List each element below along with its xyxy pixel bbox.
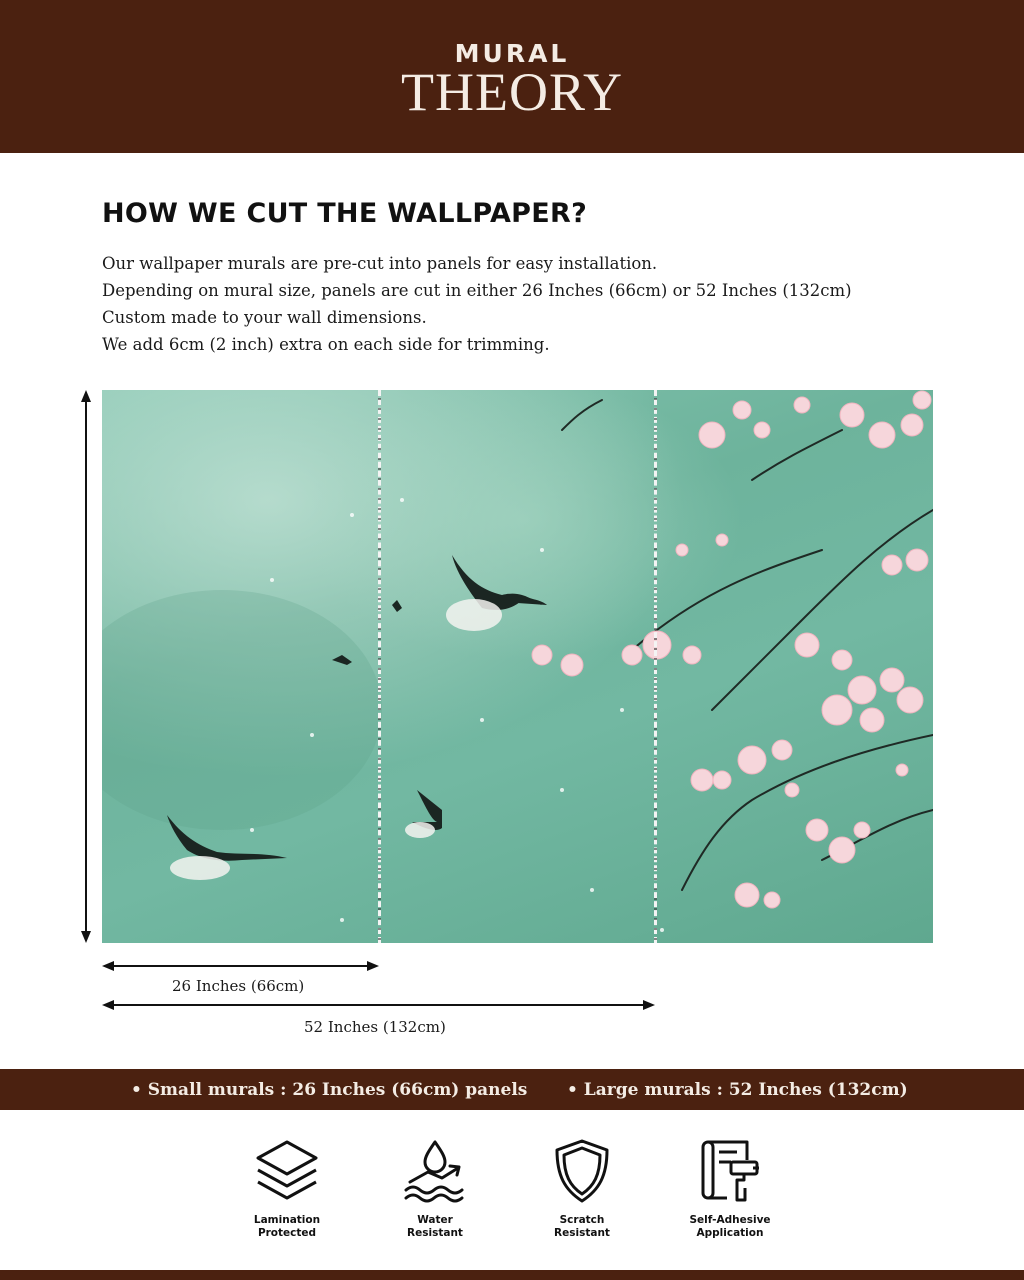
feature-lamination	[227, 1138, 347, 1240]
panel-width-arrow	[102, 959, 379, 973]
layers-icon	[254, 1138, 320, 1204]
feature-label: Resistant	[554, 1227, 610, 1239]
small-murals-note: • Small murals : 26 Inches (66cm) panels	[131, 1079, 528, 1100]
feature-scratch	[522, 1138, 642, 1240]
description-line: Our wallpaper murals are pre-cut into panels for easy installation.	[102, 254, 658, 273]
feature-label: Water	[417, 1214, 453, 1226]
brand-logo-main: THEORY	[401, 61, 623, 122]
water-drop-icon	[402, 1138, 468, 1204]
mural-artwork	[102, 390, 933, 943]
footer-bar	[0, 1270, 1024, 1280]
feature-label: Lamination	[253, 1214, 321, 1226]
wallpaper-roll-icon	[697, 1138, 763, 1204]
panel-cut-line	[378, 390, 381, 943]
shield-icon	[549, 1138, 615, 1204]
panel-cut-line	[654, 390, 657, 943]
brand-header	[0, 0, 1024, 153]
feature-water	[375, 1138, 495, 1240]
description-line: Depending on mural size, panels are cut in either 26 Inches (66cm) or 52 Inches (132cm)	[102, 281, 852, 300]
large-murals-note: • Large murals : 52 Inches (132cm)	[567, 1079, 908, 1100]
feature-label: Scratch	[559, 1214, 605, 1226]
description-line: We add 6cm (2 inch) extra on each side for trimming.	[102, 335, 550, 354]
panel-size-bar	[0, 1069, 1024, 1110]
feature-label: Application	[696, 1227, 764, 1239]
large-panel-label: 52 Inches (132cm)	[304, 1018, 446, 1036]
feature-label: Self-Adhesive	[689, 1214, 771, 1226]
brand-logo-top: MURAL	[454, 38, 570, 68]
large-panel-arrow	[102, 998, 655, 1012]
feature-self-adhesive	[670, 1138, 790, 1240]
feature-label: Protected	[257, 1227, 317, 1239]
feature-label: Resistant	[407, 1227, 463, 1239]
description-list	[102, 250, 852, 358]
height-arrow	[79, 390, 93, 943]
small-panel-label: 26 Inches (66cm)	[172, 977, 305, 995]
description-line: Custom made to your wall dimensions.	[102, 308, 427, 327]
page-title: HOW WE CUT THE WALLPAPER?	[102, 198, 588, 229]
mural-image	[102, 390, 933, 943]
